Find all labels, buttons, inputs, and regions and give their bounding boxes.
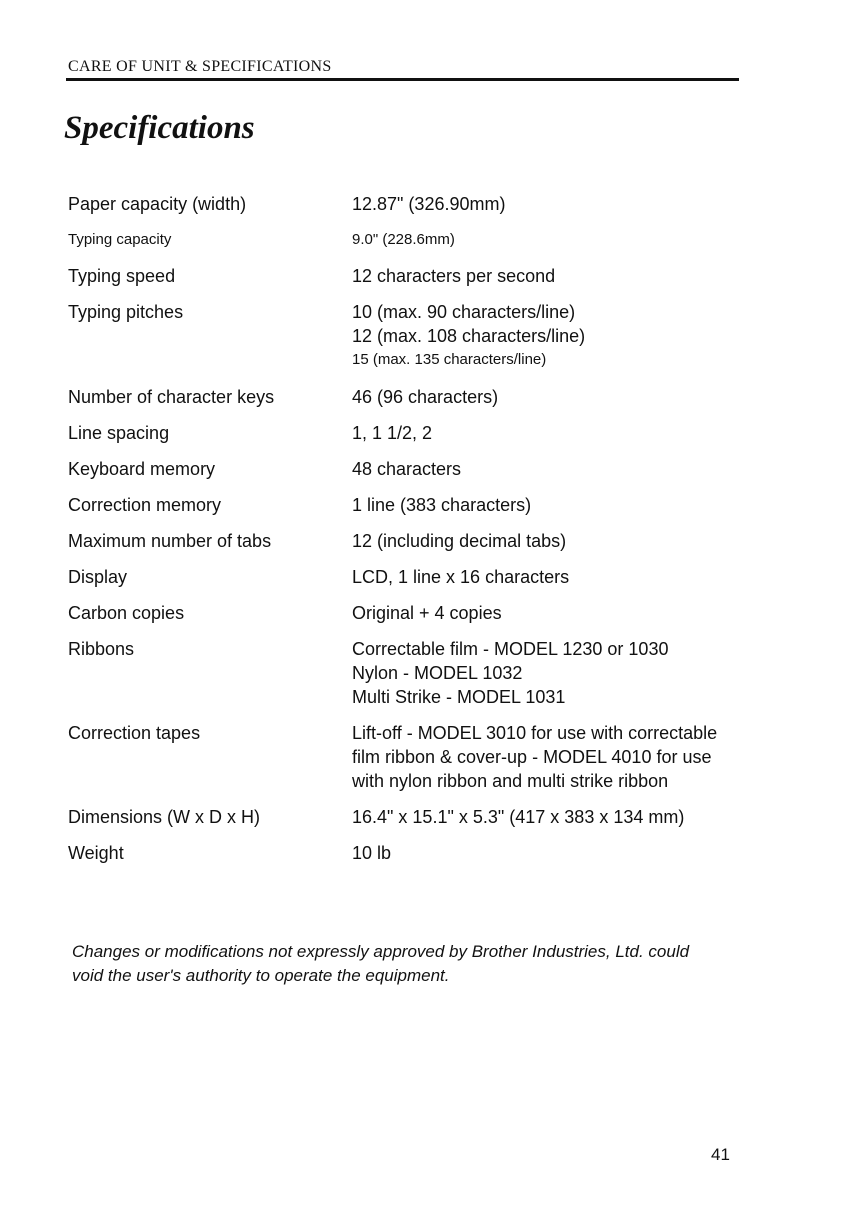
spec-value: Original + 4 copies (352, 603, 502, 623)
spec-value: 12 (including decimal tabs) (352, 531, 567, 551)
spec-value: 12.87" (326.90mm) (352, 194, 506, 214)
spec-value: 9.0" (228.6mm) (352, 231, 455, 248)
spec-value: with nylon ribbon and multi strike ribbon (352, 771, 669, 791)
spec-value: 10 (max. 90 characters/line) (352, 302, 576, 322)
spec-values (352, 637, 758, 709)
spec-values (352, 529, 758, 553)
spec-row-weight (68, 841, 758, 877)
spec-label: Ribbons (68, 639, 135, 659)
spec-table (68, 192, 758, 877)
page-number: 41 (711, 1145, 730, 1164)
spec-row-line-spacing (68, 421, 758, 457)
spec-values (352, 421, 758, 445)
spec-values (352, 565, 758, 589)
fcc-notice (72, 940, 762, 988)
spec-label: Display (68, 567, 128, 587)
spec-value: Lift-off - MODEL 3010 for use with correctable (352, 723, 718, 743)
spec-row-typing-pitches (68, 300, 758, 385)
spec-row-typing-capacity (68, 228, 758, 264)
spec-value: 12 characters per second (352, 266, 556, 286)
spec-value: 1, 1 1/2, 2 (352, 423, 433, 443)
spec-values (352, 493, 758, 517)
notice-line: void the user's authority to operate the equipment. (72, 966, 450, 985)
spec-values (352, 264, 758, 288)
spec-label: Number of character keys (68, 387, 275, 407)
spec-value: Correctable film - MODEL 1230 or 1030 (352, 639, 669, 659)
spec-label: Paper capacity (width) (68, 194, 247, 214)
spec-row-max-tabs (68, 529, 758, 565)
spec-label: Line spacing (68, 423, 170, 443)
page-title: Specifications (64, 110, 255, 146)
spec-label: Typing pitches (68, 302, 184, 322)
spec-values (352, 841, 758, 865)
spec-value: 46 (96 characters) (352, 387, 499, 407)
spec-label: Correction tapes (68, 723, 201, 743)
spec-label: Dimensions (W x D x H) (68, 807, 261, 827)
spec-value: 16.4" x 15.1" x 5.3" (417 x 383 x 134 mm) (352, 807, 685, 827)
spec-value: 15 (max. 135 characters/line) (352, 351, 547, 368)
spec-label: Carbon copies (68, 603, 185, 623)
spec-value: film ribbon & cover-up - MODEL 4010 for use (352, 747, 712, 767)
spec-row-keyboard-memory (68, 457, 758, 493)
spec-row-typing-speed (68, 264, 758, 300)
spec-values (352, 721, 758, 793)
spec-row-carbon-copies (68, 601, 758, 637)
spec-value: 48 characters (352, 459, 462, 479)
spec-values (352, 601, 758, 625)
spec-value: Multi Strike - MODEL 1031 (352, 687, 566, 707)
spec-label: Maximum number of tabs (68, 531, 272, 551)
spec-row-display (68, 565, 758, 601)
notice-line: Changes or modifications not expressly approved by Brother Industries, Ltd. could (72, 942, 690, 961)
spec-label: Keyboard memory (68, 459, 216, 479)
spec-values (352, 300, 758, 372)
spec-value: 12 (max. 108 characters/line) (352, 326, 586, 346)
spec-row-dimensions (68, 805, 758, 841)
spec-value: 10 lb (352, 843, 392, 863)
spec-row-paper-capacity (68, 192, 758, 228)
spec-row-ribbons (68, 637, 758, 721)
spec-values (352, 228, 758, 252)
spec-values (352, 805, 758, 829)
spec-label: Correction memory (68, 495, 222, 515)
spec-label: Typing speed (68, 266, 176, 286)
spec-row-character-keys (68, 385, 758, 421)
spec-value: 1 line (383 characters) (352, 495, 532, 515)
spec-label: Typing capacity (68, 231, 172, 248)
spec-value: Nylon - MODEL 1032 (352, 663, 523, 683)
header-rule (66, 78, 739, 81)
spec-values (352, 385, 758, 409)
running-header: CARE OF UNIT & SPECIFICATIONS (68, 58, 332, 75)
spec-values (352, 192, 758, 216)
spec-values (352, 457, 758, 481)
spec-row-correction-tapes (68, 721, 758, 805)
spec-label: Weight (68, 843, 124, 863)
spec-value: LCD, 1 line x 16 characters (352, 567, 570, 587)
spec-row-correction-memory (68, 493, 758, 529)
